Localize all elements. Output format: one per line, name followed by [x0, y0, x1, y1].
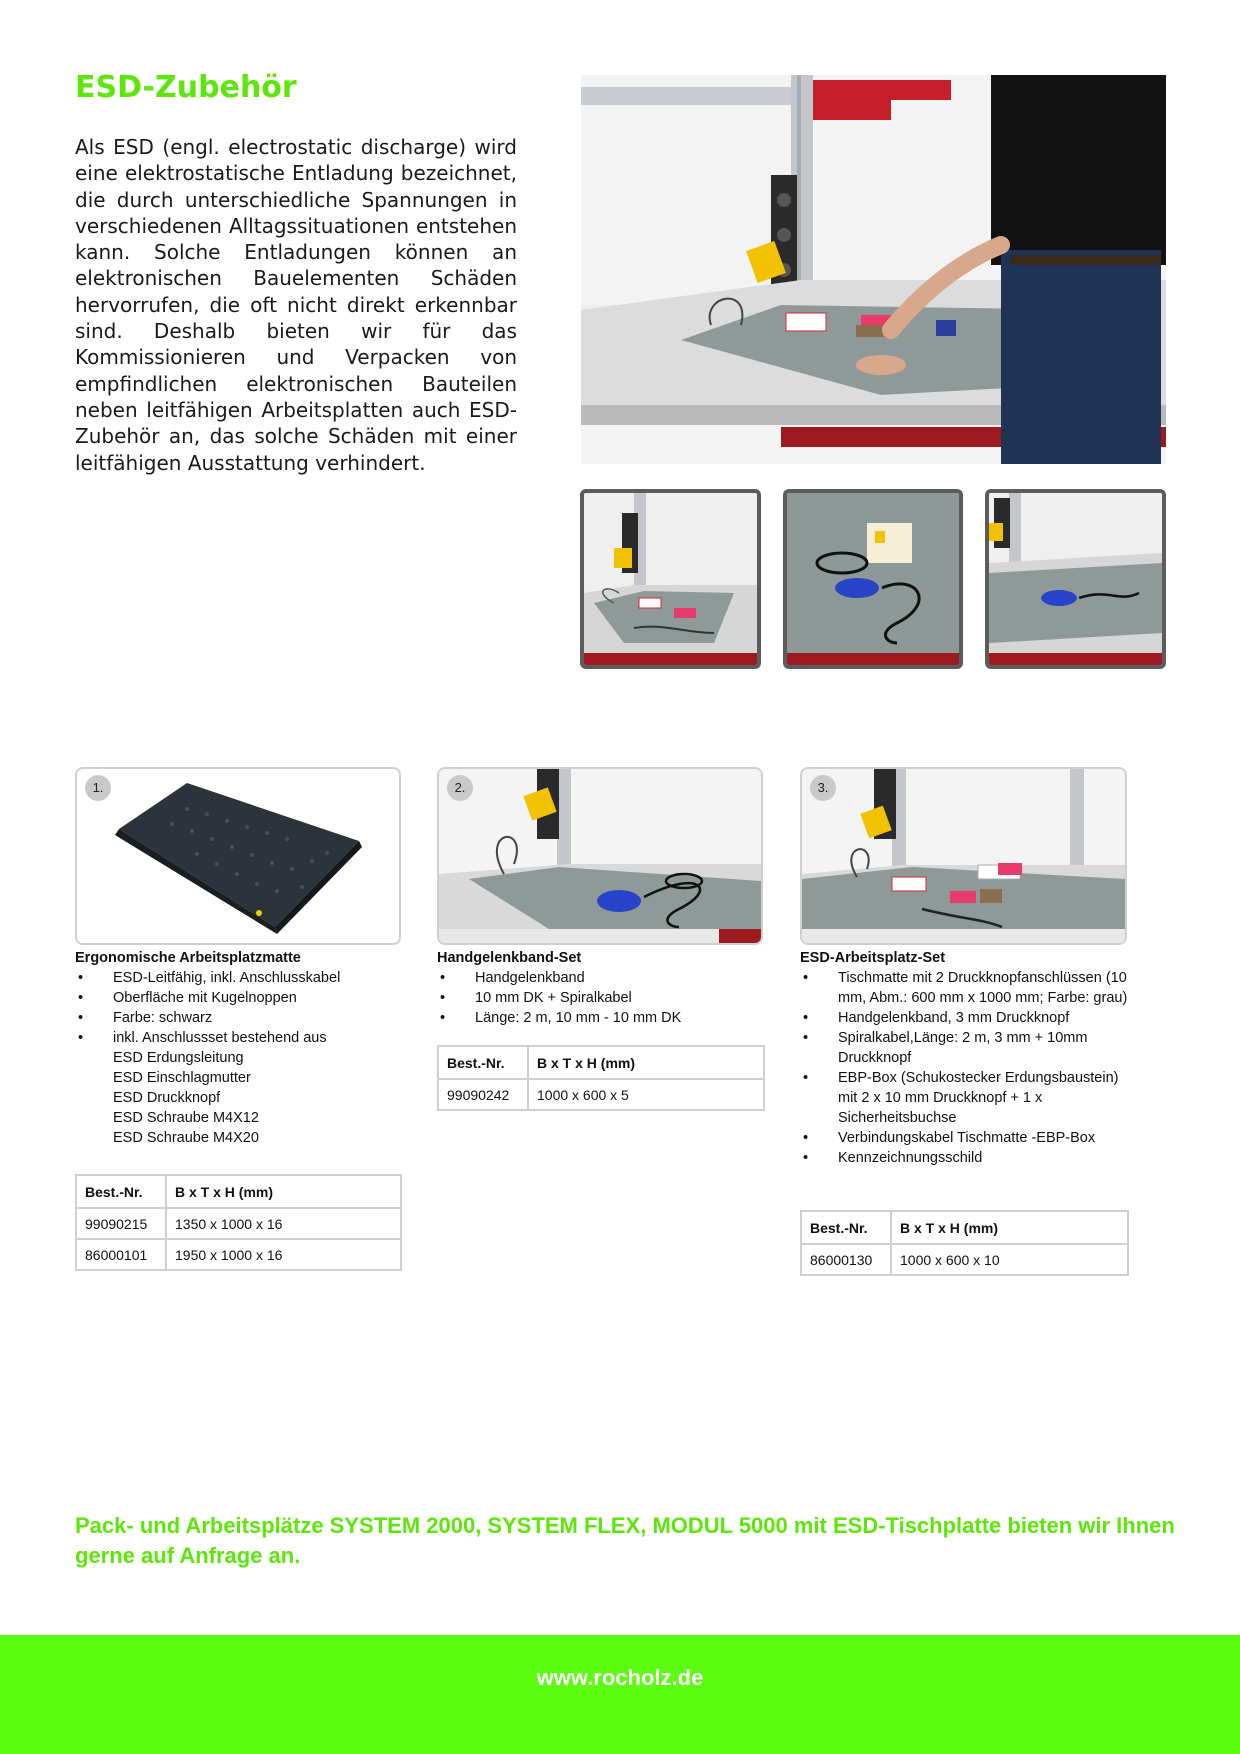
table-cell: 1000 x 600 x 10 [891, 1244, 1128, 1275]
table-cell: 86000130 [801, 1244, 891, 1275]
header-cell: Best.-Nr. [76, 1175, 166, 1208]
feature-item: • Handgelenkband [437, 968, 767, 988]
thumbnail-1[interactable] [580, 489, 761, 669]
feature-item: • Verbindungskabel Tischmatte -EBP-Box [800, 1128, 1130, 1148]
header-cell: Best.-Nr. [801, 1211, 891, 1244]
product-image-3 [800, 767, 1127, 945]
product-number-badge: 2. [447, 775, 473, 801]
table-row [76, 1239, 401, 1270]
table-row [801, 1244, 1128, 1275]
feature-list [437, 968, 767, 1028]
sub-item: ESD Schraube M4X20 [113, 1130, 259, 1146]
table-header-row [438, 1046, 764, 1079]
table-row [76, 1208, 401, 1239]
table-cell: 1000 x 600 x 5 [528, 1079, 764, 1110]
sub-item: ESD Schraube M4X12 [113, 1110, 259, 1126]
table-header-row [76, 1175, 401, 1208]
header-cell: Best.-Nr. [438, 1046, 528, 1079]
feature-item: • Spiralkabel,Länge: 2 m, 3 mm + 10mm Druckknopf [800, 1028, 1130, 1068]
sub-item: ESD Einschlagmutter [113, 1070, 251, 1086]
hero-photo [581, 75, 1166, 464]
sub-item: ESD Erdungsleitung [113, 1050, 244, 1066]
sub-item: ESD Druckknopf [113, 1090, 221, 1106]
feature-item: • ESD-Leitfähig, inkl. Anschlusskabel [75, 968, 405, 988]
page-title: ESD-Zubehör [75, 70, 297, 105]
header-cell: B x T x H (mm) [166, 1175, 401, 1208]
product-image-1 [75, 767, 401, 945]
thumbnail-3[interactable] [985, 489, 1166, 669]
table-header-row [801, 1211, 1128, 1244]
table-cell: 99090215 [76, 1208, 166, 1239]
product-details-1 [75, 950, 405, 1148]
table-cell: 1950 x 1000 x 16 [166, 1239, 401, 1270]
spec-table-1 [75, 1174, 402, 1271]
table-cell: 99090242 [438, 1079, 528, 1110]
feature-item: • Handgelenkband, 3 mm Druckknopf [800, 1008, 1130, 1028]
table-row [438, 1079, 764, 1110]
product-number-badge: 3. [810, 775, 836, 801]
intro-text: Als ESD (engl. electrostatic discharge) wird eine elektrostatische Entladung bezeichnet, die durch unterschiedliche Spannungen in verschiedenen Alltagssituationen entstehen kann. Solche Entladungen können an elektronischen Bauelementen Schäden hervorrufen, die oft nicht direkt erkennbar sind. Deshalb bieten wir für das Kommissionieren und Verpacken von empfindlichen elektronischen Bauteilen neben leitfähigen Arbeitsplatten auch ESD-Zubehör an, das solche Schäden mit einer leitfähigen Ausstattung verhindert. [75, 135, 517, 475]
website-link[interactable]: www.rocholz.de [536, 1665, 704, 1690]
product-number-badge: 1. [85, 775, 111, 801]
product-image-2 [437, 767, 763, 945]
feature-item: • Länge: 2 m, 10 mm - 10 mm DK [437, 1008, 767, 1028]
feature-list [75, 968, 405, 1048]
header-cell: B x T x H (mm) [528, 1046, 764, 1079]
product-title: Ergonomische Arbeitsplatzmatte [75, 950, 301, 966]
spec-table-3 [800, 1210, 1129, 1276]
feature-item: • inkl. Anschlussset bestehend aus [75, 1028, 405, 1048]
product-details-3 [800, 950, 1130, 1168]
product-title: ESD-Arbeitsplatz-Set [800, 950, 946, 966]
product-title: Handgelenkband-Set [437, 950, 582, 966]
table-cell: 86000101 [76, 1239, 166, 1270]
feature-item: • EBP-Box (Schukostecker Erdungsbaustein) mit 2 x 10 mm Druckknopf + 1 x Sicherheitsbuchse [800, 1068, 1130, 1128]
promo-banner: Pack- und Arbeitsplätze SYSTEM 2000, SYSTEM FLEX, MODUL 5000 mit ESD-Tischplatte bieten wir Ihnen gerne auf Anfrage an. [75, 1513, 1175, 1568]
feature-item: • 10 mm DK + Spiralkabel [437, 988, 767, 1008]
spec-table-2 [437, 1045, 765, 1111]
product-details-2 [437, 950, 767, 1028]
feature-list [800, 968, 1130, 1168]
footer-bar [0, 1635, 1240, 1754]
header-cell: B x T x H (mm) [891, 1211, 1128, 1244]
feature-item: • Oberfläche mit Kugelnoppen [75, 988, 405, 1008]
feature-item: • Tischmatte mit 2 Druckknopfanschlüssen (10 mm, Abm.: 600 mm x 1000 mm; Farbe: grau) [800, 968, 1130, 1008]
table-cell: 1350 x 1000 x 16 [166, 1208, 401, 1239]
feature-item: • Kennzeichnungsschild [800, 1148, 1130, 1168]
thumbnail-2[interactable] [783, 489, 963, 669]
feature-item: • Farbe: schwarz [75, 1008, 405, 1028]
